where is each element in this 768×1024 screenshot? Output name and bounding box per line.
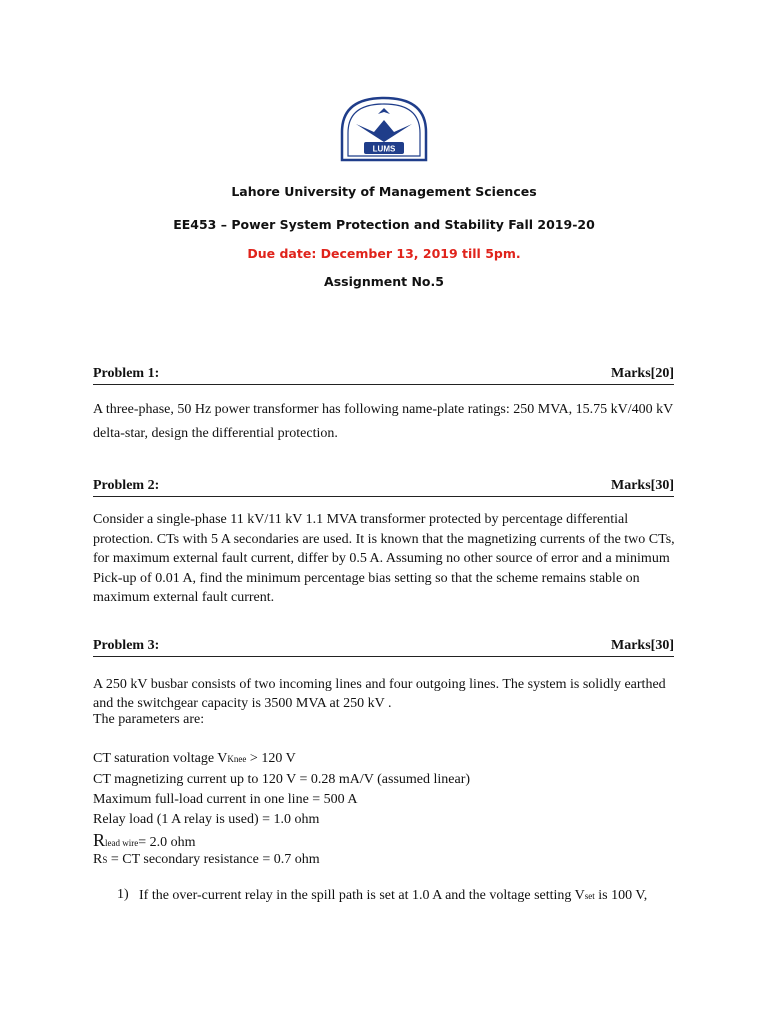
lums-logo <box>334 94 434 164</box>
problem-2-title: Problem 2: <box>93 478 160 493</box>
problem-1-text: A three-phase, 50 Hz power transformer has following name-plate ratings: 250 MVA, 15.75 kV/400 kV delta-star, design the differential protection. <box>93 402 673 441</box>
due-date: Due date: December 13, 2019 till 5pm. <box>247 246 521 261</box>
problem-3-intro: A 250 kV busbar consists of two incoming lines and four outgoing lines. The system is solidly earthed and the switchgear capacity is 3500 MVA at 250 kV . <box>93 677 666 711</box>
problem-2-text: Consider a single-phase 11 kV/11 kV 1.1 MVA transformer protected by percentage differential protection. CTs with 5 A secondaries are used. It is known that the magnetizing currents of the two CTs, for maximum external fault current, differ by 0.5 A. Assuming no other source of error and a minimum Pick-up of 0.01 A, find the minimum percentage bias setting so that the scheme remains stable on maximum external fault current. <box>93 512 675 605</box>
param-ct-saturation: CT saturation voltage VKnee > 120 V <box>93 751 296 766</box>
question-1-text: If the over-current relay in the spill path is set at 1.0 A and the voltage setting Vset is 100 V, <box>139 888 648 903</box>
problem-1-marks: Marks[20] <box>611 366 674 381</box>
assignment-number: Assignment No.5 <box>324 274 444 289</box>
param-lead-wire: Rlead wire= 2.0 ohm <box>93 830 196 850</box>
param-full-load: Maximum full-load current in one line = 500 A <box>93 792 358 807</box>
problem-2-marks: Marks[30] <box>611 478 674 493</box>
problem-3-heading <box>93 636 674 657</box>
course-title: EE453 – Power System Protection and Stability Fall 2019-20 <box>173 217 595 232</box>
problem-1-title: Problem 1: <box>93 366 160 381</box>
svg-text:LUMS: LUMS <box>372 144 396 154</box>
parameters-label: The parameters are: <box>93 712 205 727</box>
problem-3-title: Problem 3: <box>93 638 160 653</box>
question-1-number: 1) <box>117 887 129 902</box>
param-relay-load: Relay load (1 A relay is used) = 1.0 ohm <box>93 812 320 827</box>
problem-1-heading <box>93 364 674 385</box>
problem-2-heading <box>93 476 674 497</box>
problem-3-marks: Marks[30] <box>611 638 674 653</box>
param-ct-magnetizing: CT magnetizing current up to 120 V = 0.28 mA/V (assumed linear) <box>93 772 471 787</box>
university-name: Lahore University of Management Sciences <box>231 184 537 199</box>
param-ct-secondary: RS = CT secondary resistance = 0.7 ohm <box>93 852 320 867</box>
